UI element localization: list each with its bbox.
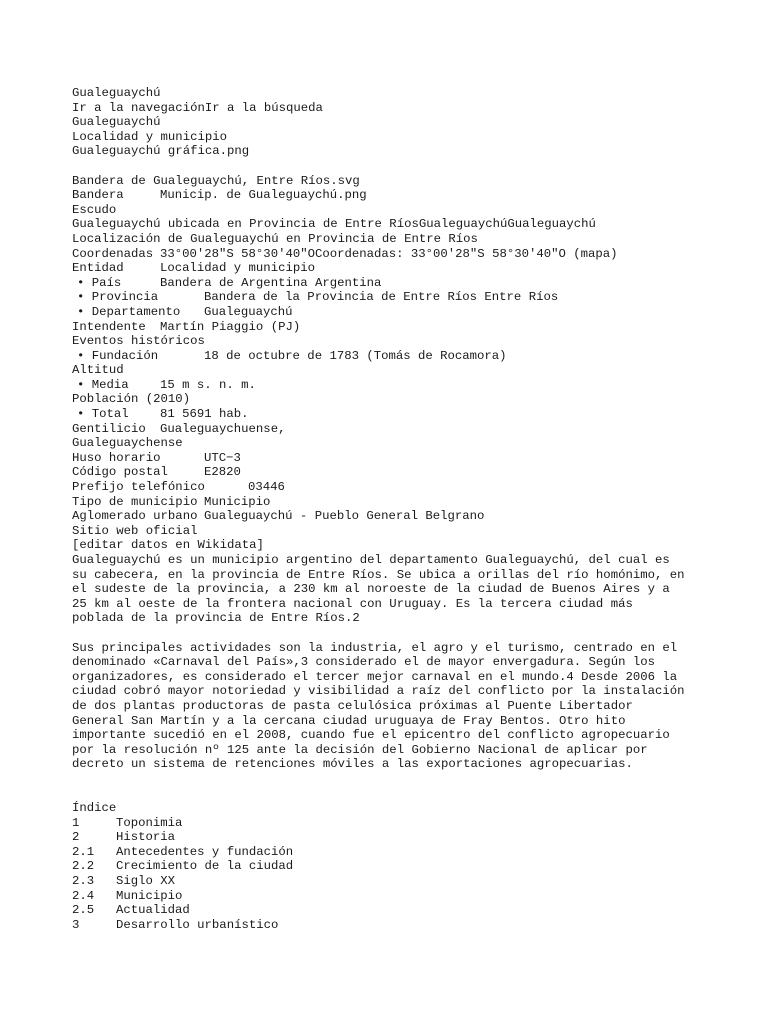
municipality-label: Tipo de municipio bbox=[72, 494, 198, 509]
timezone-row bbox=[72, 451, 712, 466]
province-link[interactable]: Bandera de la Provincia de Entre Ríos Entre Ríos bbox=[204, 290, 559, 305]
entity-value: Localidad y municipio bbox=[160, 261, 315, 276]
map-caption: Gualeguaychú ubicada en Provincia de Entre RíosGualeguaychúGualeguaychú bbox=[72, 217, 596, 232]
image-filename: Gualeguaychú gráfica.png bbox=[72, 144, 250, 159]
coords-row bbox=[72, 247, 712, 262]
paragraph-line: el sudeste de la provincia, a 230 km al noroeste de la ciudad de Buenos Aires y a bbox=[72, 582, 670, 597]
paragraph-line: Gualeguaychú es un municipio argentino del departamento Gualeguaychú, del cual es bbox=[72, 553, 670, 567]
toc-item[interactable] bbox=[72, 816, 712, 831]
population-total-label: • Total bbox=[77, 407, 129, 422]
paragraph-line: decreto un sistema de retenciones móviles a las exportaciones agropecuarias. bbox=[72, 757, 633, 772]
activities-paragraph bbox=[72, 641, 712, 772]
table-of-contents bbox=[72, 801, 712, 932]
toc-item[interactable] bbox=[72, 845, 712, 860]
province-label: • Provincia bbox=[77, 290, 159, 305]
skip-links bbox=[72, 101, 712, 116]
demonym-value-2: Gualeguaychense bbox=[72, 436, 183, 451]
paragraph-line: poblada de la provincia de Entre Ríos.2 bbox=[72, 611, 360, 626]
phone-row bbox=[72, 480, 712, 495]
toc-item-link[interactable]: Historia bbox=[116, 830, 176, 845]
country-row bbox=[72, 276, 712, 291]
toc-title: Índice bbox=[72, 801, 117, 816]
paragraph-line: ciudad cobró mayor notoriedad y visibilidad a raíz del conflicto por la instalación bbox=[72, 684, 685, 699]
country-link[interactable]: Bandera de Argentina Argentina bbox=[160, 275, 382, 290]
founding-label: • Fundación bbox=[77, 348, 159, 363]
postal-value: E2820 bbox=[204, 465, 241, 480]
toc-item-link[interactable]: Antecedentes y fundación bbox=[116, 844, 294, 859]
coords-link[interactable]: 33°00′28″S 58°30′40″OCoordenadas: 33°00′28″S 58°30′40″O (mapa) bbox=[160, 246, 618, 261]
toc-item-number: 2 bbox=[72, 830, 80, 845]
department-link[interactable]: Gualeguaychú bbox=[204, 304, 293, 319]
demonym-value: Gualeguaychuense, bbox=[160, 421, 286, 436]
toc-item-link[interactable]: Toponimia bbox=[116, 815, 183, 830]
population-row bbox=[72, 407, 712, 422]
paragraph-line: de dos plantas productoras de pasta celulósica próximas al Puente Libertador bbox=[72, 698, 633, 713]
paragraph-line: organizadores, es considerado el tercer mejor carnaval en el mundo.4 Desde 2006 la bbox=[72, 669, 678, 684]
toc-item-number: 3 bbox=[72, 917, 80, 932]
phone-label: Prefijo telefónico bbox=[72, 480, 205, 495]
founding-row bbox=[72, 349, 712, 364]
municipality-value: Municipio bbox=[204, 494, 271, 509]
toc-item-link[interactable]: Crecimiento de la ciudad bbox=[116, 859, 294, 874]
altitude-mean-value: 15 m s. n. m. bbox=[160, 377, 256, 392]
page-title: Gualeguaychú bbox=[72, 86, 161, 100]
toc-item[interactable] bbox=[72, 918, 712, 933]
toc-item[interactable] bbox=[72, 874, 712, 889]
toc-item-number: 2.3 bbox=[72, 874, 95, 889]
spacer bbox=[72, 626, 712, 641]
urban-label: Aglomerado urbano bbox=[72, 509, 198, 524]
article-subtitle: Gualeguaychú bbox=[72, 115, 161, 130]
flag-filename: Bandera de Gualeguaychú, Entre Ríos.svg bbox=[72, 173, 360, 188]
mayor-label: Intendente bbox=[72, 319, 146, 334]
urban-row bbox=[72, 509, 712, 524]
website-link[interactable]: Sitio web oficial bbox=[72, 523, 198, 538]
events-label: Eventos históricos bbox=[72, 334, 205, 349]
postal-row bbox=[72, 465, 712, 480]
altitude-mean-label: • Media bbox=[77, 377, 129, 392]
toc-item-number: 2.1 bbox=[72, 844, 95, 859]
founding-value: 18 de octubre de 1783 (Tomás de Rocamora) bbox=[204, 348, 507, 363]
toc-item-link[interactable]: Municipio bbox=[116, 888, 183, 903]
map-location: Localización de Gualeguaychú en Provincia de Entre Ríos bbox=[72, 231, 478, 246]
entity-row bbox=[72, 261, 712, 276]
province-row bbox=[72, 290, 712, 305]
paragraph-line: por la resolución nº 125 ante la decisión del Gobierno Nacional de aplicar por bbox=[72, 742, 648, 757]
toc-item-link[interactable]: Siglo XX bbox=[116, 874, 176, 889]
paragraph-line: 25 km al oeste de la frontera nacional con Uruguay. Es la tercera ciudad más bbox=[72, 596, 633, 611]
toc-item[interactable] bbox=[72, 859, 712, 874]
wikidata-link[interactable]: [editar datos en Wikidata] bbox=[72, 538, 264, 553]
flag-shield-row bbox=[72, 188, 712, 203]
toc-item-number: 2.5 bbox=[72, 903, 95, 918]
toc-item-link[interactable]: Desarrollo urbanístico bbox=[116, 917, 279, 932]
spacer bbox=[72, 159, 712, 174]
demonym-label: Gentilicio bbox=[72, 421, 146, 436]
paragraph-line: denominado «Carnaval del País»,3 considerado el de mayor envergadura. Según los bbox=[72, 655, 655, 670]
search-link[interactable]: Ir a la búsqueda bbox=[204, 100, 323, 115]
nav-link[interactable]: Ir a la navegación bbox=[72, 100, 205, 115]
department-label: • Departamento bbox=[77, 304, 181, 319]
spacer bbox=[72, 772, 712, 801]
municipality-row bbox=[72, 495, 712, 510]
mayor-link[interactable]: Martín Piaggio (PJ) bbox=[160, 319, 301, 334]
paragraph-line: Sus principales actividades son la industria, el agro y el turismo, centrado en el bbox=[72, 640, 678, 655]
altitude-row bbox=[72, 378, 712, 393]
paragraph-line: importante sucedió en el 2008, cuando fue el epicentro del conflicto agropecuario bbox=[72, 728, 670, 743]
shield-filename: Municip. de Gualeguaychú.png bbox=[160, 188, 367, 203]
shield-label: Escudo bbox=[72, 202, 117, 217]
population-total-value: 81 5691 hab. bbox=[160, 407, 249, 422]
toc-item-link[interactable]: Actualidad bbox=[116, 903, 190, 918]
coords-label: Coordenadas bbox=[72, 246, 154, 261]
intro-paragraph bbox=[72, 553, 712, 626]
toc-item[interactable] bbox=[72, 889, 712, 904]
flag-label: Bandera bbox=[72, 188, 124, 203]
timezone-label: Huso horario bbox=[72, 450, 161, 465]
country-label: • País bbox=[77, 275, 122, 290]
population-label: Población (2010) bbox=[72, 392, 191, 407]
toc-item-number: 2.4 bbox=[72, 888, 95, 903]
altitude-label: Altitud bbox=[72, 363, 124, 378]
paragraph-line: su cabecera, en la provincia de Entre Ríos. Se ubica a orillas del río homónimo, en bbox=[72, 567, 685, 582]
mayor-row bbox=[72, 320, 712, 335]
department-row bbox=[72, 305, 712, 320]
article-document bbox=[72, 86, 712, 932]
toc-item-number: 1 bbox=[72, 815, 80, 830]
demonym-row bbox=[72, 422, 712, 437]
phone-value: 03446 bbox=[248, 480, 285, 495]
postal-label: Código postal bbox=[72, 465, 168, 480]
urban-value: Gualeguaychú - Pueblo General Belgrano bbox=[204, 509, 485, 524]
toc-item-number: 2.2 bbox=[72, 859, 95, 874]
toc-item[interactable] bbox=[72, 830, 712, 845]
entity-type: Localidad y municipio bbox=[72, 129, 227, 144]
timezone-value: UTC−3 bbox=[204, 450, 241, 465]
toc-item[interactable] bbox=[72, 903, 712, 918]
entity-label: Entidad bbox=[72, 261, 124, 276]
paragraph-line: General San Martín y a la cercana ciudad uruguaya de Fray Bentos. Otro hito bbox=[72, 713, 626, 728]
